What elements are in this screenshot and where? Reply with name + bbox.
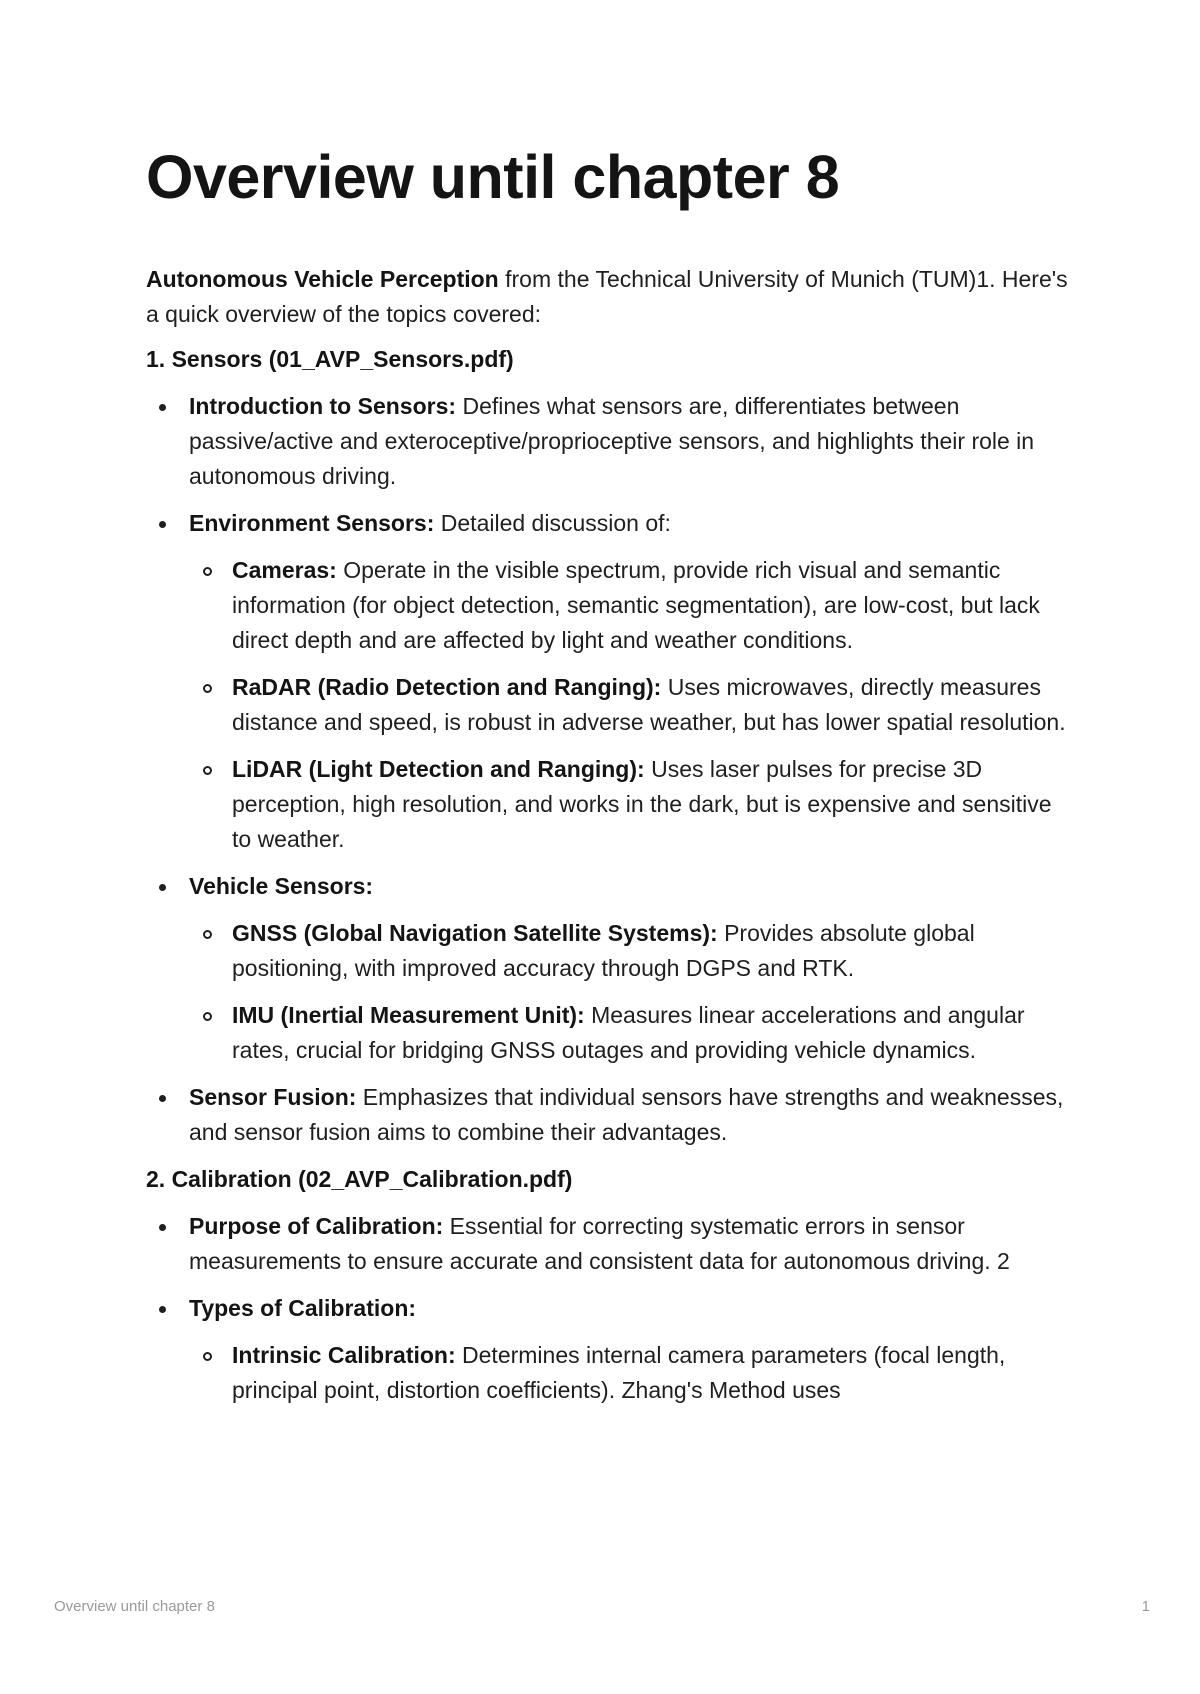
list-item	[146, 389, 1076, 494]
calibration-list	[146, 1209, 1076, 1408]
item-text: Provides absolute global positioning, with improved accuracy through DGPS and RTK.	[232, 920, 975, 981]
item-label: Introduction to Sensors:	[189, 393, 457, 419]
intro-paragraph	[146, 262, 1076, 332]
sub-list-item	[189, 670, 1076, 740]
sub-list-item	[189, 998, 1076, 1068]
item-label: GNSS (Global Navigation Satellite Systems):	[232, 920, 718, 946]
item-text: Determines internal camera parameters (focal length, principal point, distortion coefficients). Zhang's Method uses	[232, 1342, 1006, 1403]
sub-list-item	[189, 1338, 1076, 1408]
item-text: Operate in the visible spectrum, provide rich visual and semantic information (for object detection, semantic segmentation), are low-cost, but lack direct depth and are affected by light and weather conditions.	[232, 557, 1040, 653]
item-text: Emphasizes that individual sensors have strengths and weaknesses, and sensor fusion aims to combine their advantages.	[189, 1084, 1064, 1145]
list-item	[146, 1291, 1076, 1408]
item-label: IMU (Inertial Measurement Unit):	[232, 1002, 585, 1028]
list-item	[146, 506, 1076, 857]
sub-list	[189, 916, 1076, 1068]
page-number: 1	[1141, 1598, 1150, 1615]
sub-list	[189, 553, 1076, 857]
item-label: Environment Sensors:	[189, 510, 435, 536]
item-label: Vehicle Sensors:	[189, 873, 374, 899]
page-title: Overview until chapter 8	[146, 143, 840, 211]
item-label: RaDAR (Radio Detection and Ranging):	[232, 674, 662, 700]
document-body	[146, 262, 1076, 1420]
sub-list-item	[189, 916, 1076, 986]
section-heading-calibration: 2. Calibration (02_AVP_Calibration.pdf)	[146, 1166, 573, 1192]
item-text: Defines what sensors are, differentiates between passive/active and exteroceptive/proprioceptive sensors, and highlights their role in autonomous driving.	[189, 393, 1035, 489]
sensors-list	[146, 389, 1076, 1150]
item-text: Detailed discussion of:	[434, 510, 671, 536]
item-label: Intrinsic Calibration:	[232, 1342, 456, 1368]
item-text: Uses microwaves, directly measures distance and speed, is robust in adverse weather, but has lower spatial resolution.	[232, 674, 1066, 735]
item-label: Sensor Fusion:	[189, 1084, 357, 1110]
item-label: Types of Calibration:	[189, 1295, 417, 1321]
sub-list	[189, 1338, 1076, 1408]
section-heading-sensors: 1. Sensors (01_AVP_Sensors.pdf)	[146, 346, 514, 372]
item-label: Purpose of Calibration:	[189, 1213, 444, 1239]
intro-bold: Autonomous Vehicle Perception	[146, 266, 499, 292]
list-item	[146, 869, 1076, 1068]
sub-list-item	[189, 553, 1076, 658]
item-label: LiDAR (Light Detection and Ranging):	[232, 756, 645, 782]
intro-text: from the Technical University of Munich (TUM)1. Here's a quick overview of the topics covered:	[146, 266, 1068, 327]
list-item	[146, 1209, 1076, 1279]
sub-list-item	[189, 752, 1076, 857]
list-item	[146, 1080, 1076, 1150]
item-label: Cameras:	[232, 557, 337, 583]
item-text: Uses laser pulses for precise 3D perception, high resolution, and works in the dark, but is expensive and sensitive to weather.	[232, 756, 1052, 852]
footer-title: Overview until chapter 8	[54, 1598, 215, 1615]
item-text: Essential for correcting systematic errors in sensor measurements to ensure accurate and consistent data for autonomous driving. 2	[189, 1213, 1010, 1274]
item-text: Measures linear accelerations and angular rates, crucial for bridging GNSS outages and providing vehicle dynamics.	[232, 1002, 1025, 1063]
